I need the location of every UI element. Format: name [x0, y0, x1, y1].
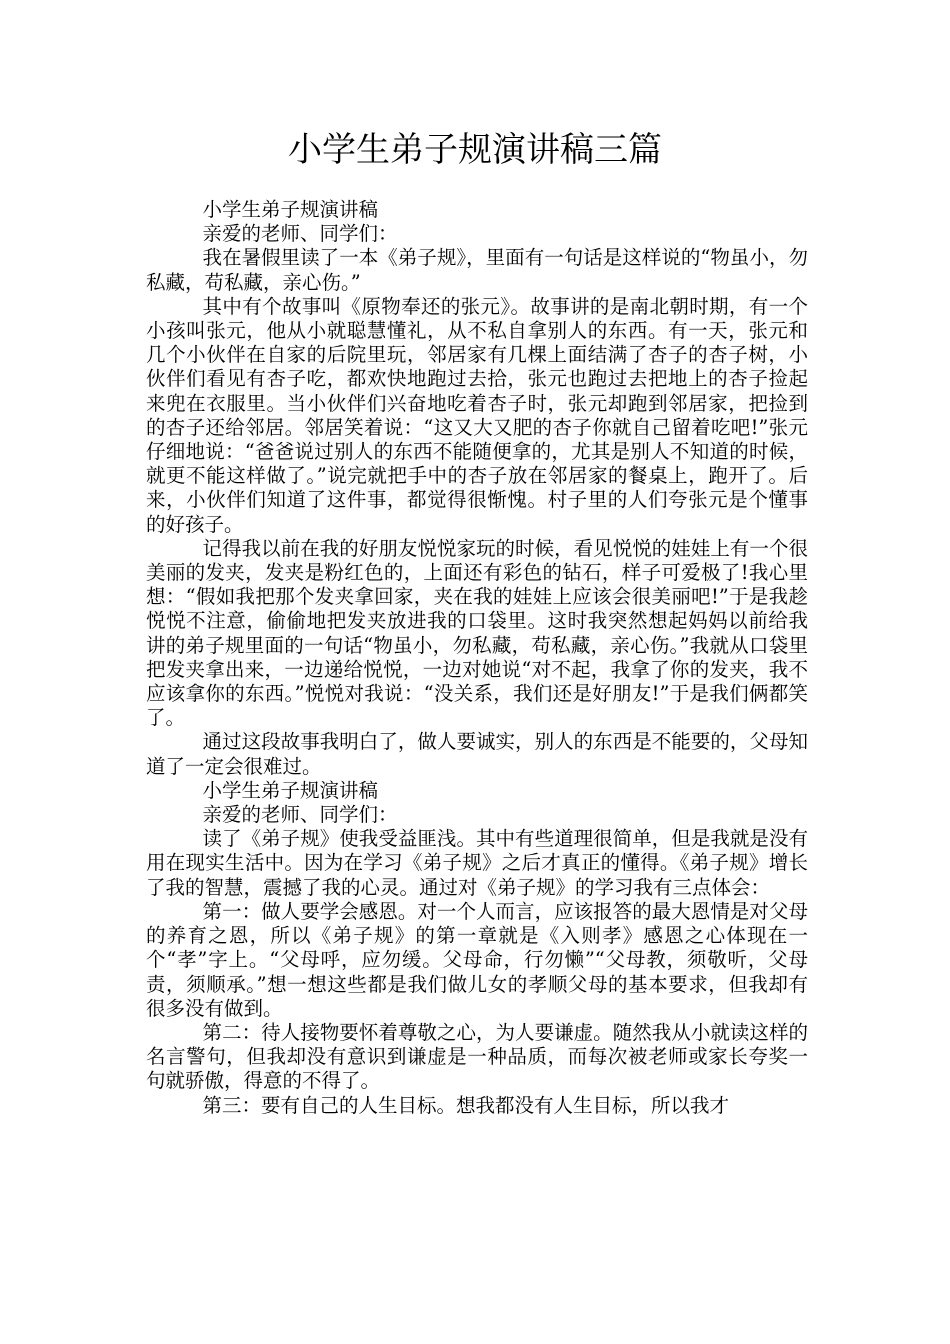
- document-title: 小学生弟子规演讲稿三篇: [288, 130, 662, 170]
- paragraph-reading-intro: 读了《弟子规》使我受益匪浅。其中有些道理很简单，但是我就是没有用在现实生活中。因为在学习《弟子规》之后才真正的懂得。《弟子规》增长了我的智慧，震撼了我的心灵。通过对《弟子规》的学习我有三点体会：: [146, 827, 808, 899]
- paragraph-point-three: 第三：要有自己的人生目标。想我都没有人生目标，所以我才: [202, 1093, 730, 1117]
- paragraph-greeting-2: 亲爱的老师、同学们：: [202, 803, 398, 827]
- paragraph-intro-quote: 我在暑假里读了一本《弟子规》，里面有一句话是这样说的“物虽小，勿私藏，苟私藏，亲心伤。”: [146, 246, 808, 294]
- paragraph-hairclip-story: 记得我以前在我的好朋友悦悦家玩的时候，看见悦悦的娃娃上有一个很美丽的发夹，发夹是粉红色的，上面还有彩色的钻石，样子可爱极了!我心里想：“假如我把那个发夹拿回家，夹在我的娃娃上应该会很美丽吧!”于是我趁悦悦不注意，偷偷地把发夹放进我的口袋里。这时我突然想起妈妈以前给我讲的弟子规里面的一句话“物虽小，勿私藏，苟私藏，亲心伤。”我就从口袋里把发夹拿出来，一边递给悦悦，一边对她说“对不起，我拿了你的发夹，我不应该拿你的东西。”悦悦对我说：“没关系，我们还是好朋友!”于是我们俩都笑了。: [146, 536, 808, 730]
- paragraph-speech-heading-1: 小学生弟子规演讲稿: [202, 198, 379, 221]
- document-body: [146, 198, 808, 1118]
- paragraph-lesson: 通过这段故事我明白了，做人要诚实，别人的东西是不能要的，父母知道了一定会很难过。: [146, 730, 808, 778]
- paragraph-speech-heading-2: 小学生弟子规演讲稿: [202, 778, 379, 802]
- paragraph-greeting-1: 亲爱的老师、同学们：: [202, 222, 398, 246]
- paragraph-point-one: 第一：做人要学会感恩。对一个人而言，应该报答的最大恩情是对父母的养育之恩，所以《弟子规》的第一章就是《入则孝》感恩之心体现在一个“孝”字上。“父母呼，应勿缓。父母命，行勿懒”“父母教，须敬听，父母责，须顺承。”想一想这些都是我们做儿女的孝顺父母的基本要求，但我却有很多没有做到。: [146, 899, 808, 1020]
- paragraph-zhang-yuan-story: 其中有个故事叫《原物奉还的张元》。故事讲的是南北朝时期，有一个小孩叫张元，他从小就聪慧懂礼，从不私自拿别人的东西。有一天，张元和几个小伙伴在自家的后院里玩，邻居家有几棵上面结满了杏子的杏子树，小伙伴们看见有杏子吃，都欢快地跑过去拾，张元也跑过去把地上的杏子捡起来兜在衣服里。当小伙伴们兴奋地吃着杏子时，张元却跑到邻居家，把捡到的杏子还给邻居。邻居笑着说：“这又大又肥的杏子你就自己留着吃吧!”张元仔细地说：“爸爸说过别人的东西不能随便拿的，尤其是别人不知道的时候，就更不能这样做了。”说完就把手中的杏子放在邻居家的餐桌上，跑开了。后来，小伙伴们知道了这件事，都觉得很惭愧。村子里的人们夸张元是个懂事的好孩子。: [146, 294, 808, 536]
- paragraph-point-two: 第二：待人接物要怀着尊敬之心，为人要谦虚。随然我从小就读这样的名言警句，但我却没有意识到谦虚是一种品质，而每次被老师或家长夸奖一句就骄傲，得意的不得了。: [146, 1020, 808, 1093]
